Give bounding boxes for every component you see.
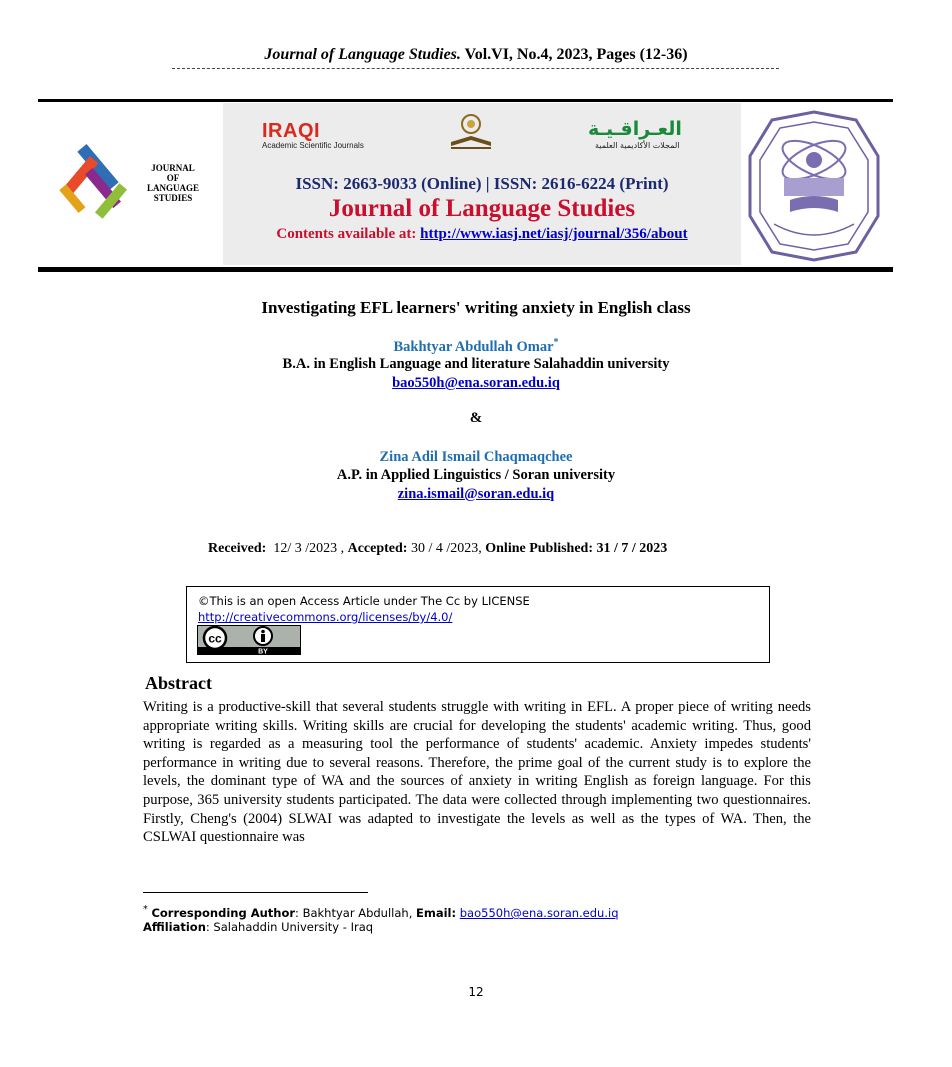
publication-dates xyxy=(208,541,667,557)
footnote-email-link[interactable]: bao550h@ena.soran.edu.iq xyxy=(459,905,619,920)
footnote-affiliation xyxy=(143,920,373,934)
jls-line2: OF xyxy=(166,173,180,183)
page-number: 12 xyxy=(468,985,484,999)
emblem-icon xyxy=(447,112,495,152)
banner-top-rule xyxy=(38,99,893,102)
corresponding-name: : Bakhtyar Abdullah, xyxy=(295,905,416,920)
arabic-subtitle: المجلات الأكاديمية العلمية xyxy=(595,141,680,150)
footnote-corresponding xyxy=(143,904,619,920)
banner-journal-title: Journal of Language Studies xyxy=(328,195,636,222)
contents-label: Contents available at: xyxy=(276,226,421,242)
license-text: ©This is an open Access Article under The Cc by LICENSE xyxy=(198,594,530,608)
author-2-email-line xyxy=(0,486,952,503)
author-separator: & xyxy=(469,410,483,426)
cc-by-badge[interactable] xyxy=(197,625,301,655)
footnote-email-label: Email: xyxy=(416,905,457,920)
received-value: 12/ 3 /2023 , xyxy=(266,541,348,556)
affiliation-value: : Salahaddin University - Iraq xyxy=(205,920,374,934)
author-1 xyxy=(0,337,952,356)
author-2-affiliation: A.P. in Applied Linguistics / Soran university xyxy=(336,467,616,483)
author-1-email-line xyxy=(0,375,952,392)
header-dashed-divider xyxy=(172,68,779,69)
arabic-logo: العـراقـيـة xyxy=(588,118,682,140)
iraqi-subtitle: Academic Scientific Journals xyxy=(262,141,364,150)
issn-line: ISSN: 2663-9033 (Online) | ISSN: 2616-6224 (Print) xyxy=(295,174,669,193)
author-1-name: Bakhtyar Abdullah Omar xyxy=(393,338,554,355)
author-1-email-link[interactable]: bao550h@ena.soran.edu.iq xyxy=(392,375,560,391)
university-seal xyxy=(744,108,884,264)
journal-url-link[interactable]: http://www.iasj.net/iasj/journal/356/about xyxy=(420,226,688,242)
jls-line4: STUDIES xyxy=(153,193,193,203)
jls-logo-icon xyxy=(54,140,150,224)
cc-badge-text: cc xyxy=(208,631,222,646)
journal-name-italic: Journal of Language Studies. xyxy=(264,46,461,63)
running-header xyxy=(0,46,952,64)
contents-line xyxy=(223,226,741,243)
footnote-rule xyxy=(143,892,368,893)
received-label: Received: xyxy=(208,541,267,556)
jls-line1: JOURNAL xyxy=(151,163,195,173)
university-seal-icon xyxy=(744,108,884,264)
published-line: Online Published: 31 / 7 / 2023 xyxy=(485,541,668,556)
author-2-name: Zina Adil Ismail Chaqmaqchee xyxy=(379,449,573,465)
corresponding-label: Corresponding Author xyxy=(151,905,296,920)
jls-line3: LANGUAGE xyxy=(146,183,199,193)
affiliation-label: Affiliation xyxy=(143,920,206,934)
by-badge-text: BY xyxy=(258,648,268,655)
footnote-mark: * xyxy=(143,904,148,915)
iraqi-logo: IRAQI xyxy=(262,120,321,142)
author-1-affiliation: B.A. in English Language and literature Salahaddin university xyxy=(282,356,670,372)
jls-logo xyxy=(54,140,150,224)
abstract-heading: Abstract xyxy=(145,673,212,693)
license-link[interactable]: http://creativecommons.org/licenses/by/4.0/ xyxy=(198,610,453,624)
jls-logo-label xyxy=(146,163,200,203)
volume-info: Vol.VI, No.4, 2023, Pages (12-36) xyxy=(460,46,688,63)
accepted-label: Accepted: xyxy=(347,541,408,556)
article-title: Investigating EFL learners' writing anxiety in English class xyxy=(261,298,691,317)
abstract-body: Writing is a productive-skill that several students struggle with writing in EFL. A proper piece of writing needs appropriate writing skills. Writing skills are crucial for developing the students' academic writing. Thus, good writing is regarded as a measuring tool the performance of students' academic. Anxiety impedes students' performance in writing due to several reasons. Therefore, the prime goal of the current study is to explore the levels, the dominant type of WA and the sources of anxiety in writing English as foreign language. For this purpose, 365 university students participated. The data were collected through implementing two questionnaires. Firstly, Cheng's (2004) SLWAI was adapted to investigate the levels as well as the types of WA. Then, the CSLWAI questionnaire was xyxy=(143,699,811,846)
banner-bottom-rule xyxy=(38,267,893,272)
accepted-value: 30 / 4 /2023, xyxy=(407,541,486,556)
author-2-email-link[interactable]: zina.ismail@soran.edu.iq xyxy=(397,486,555,502)
author-1-mark: * xyxy=(553,337,559,348)
